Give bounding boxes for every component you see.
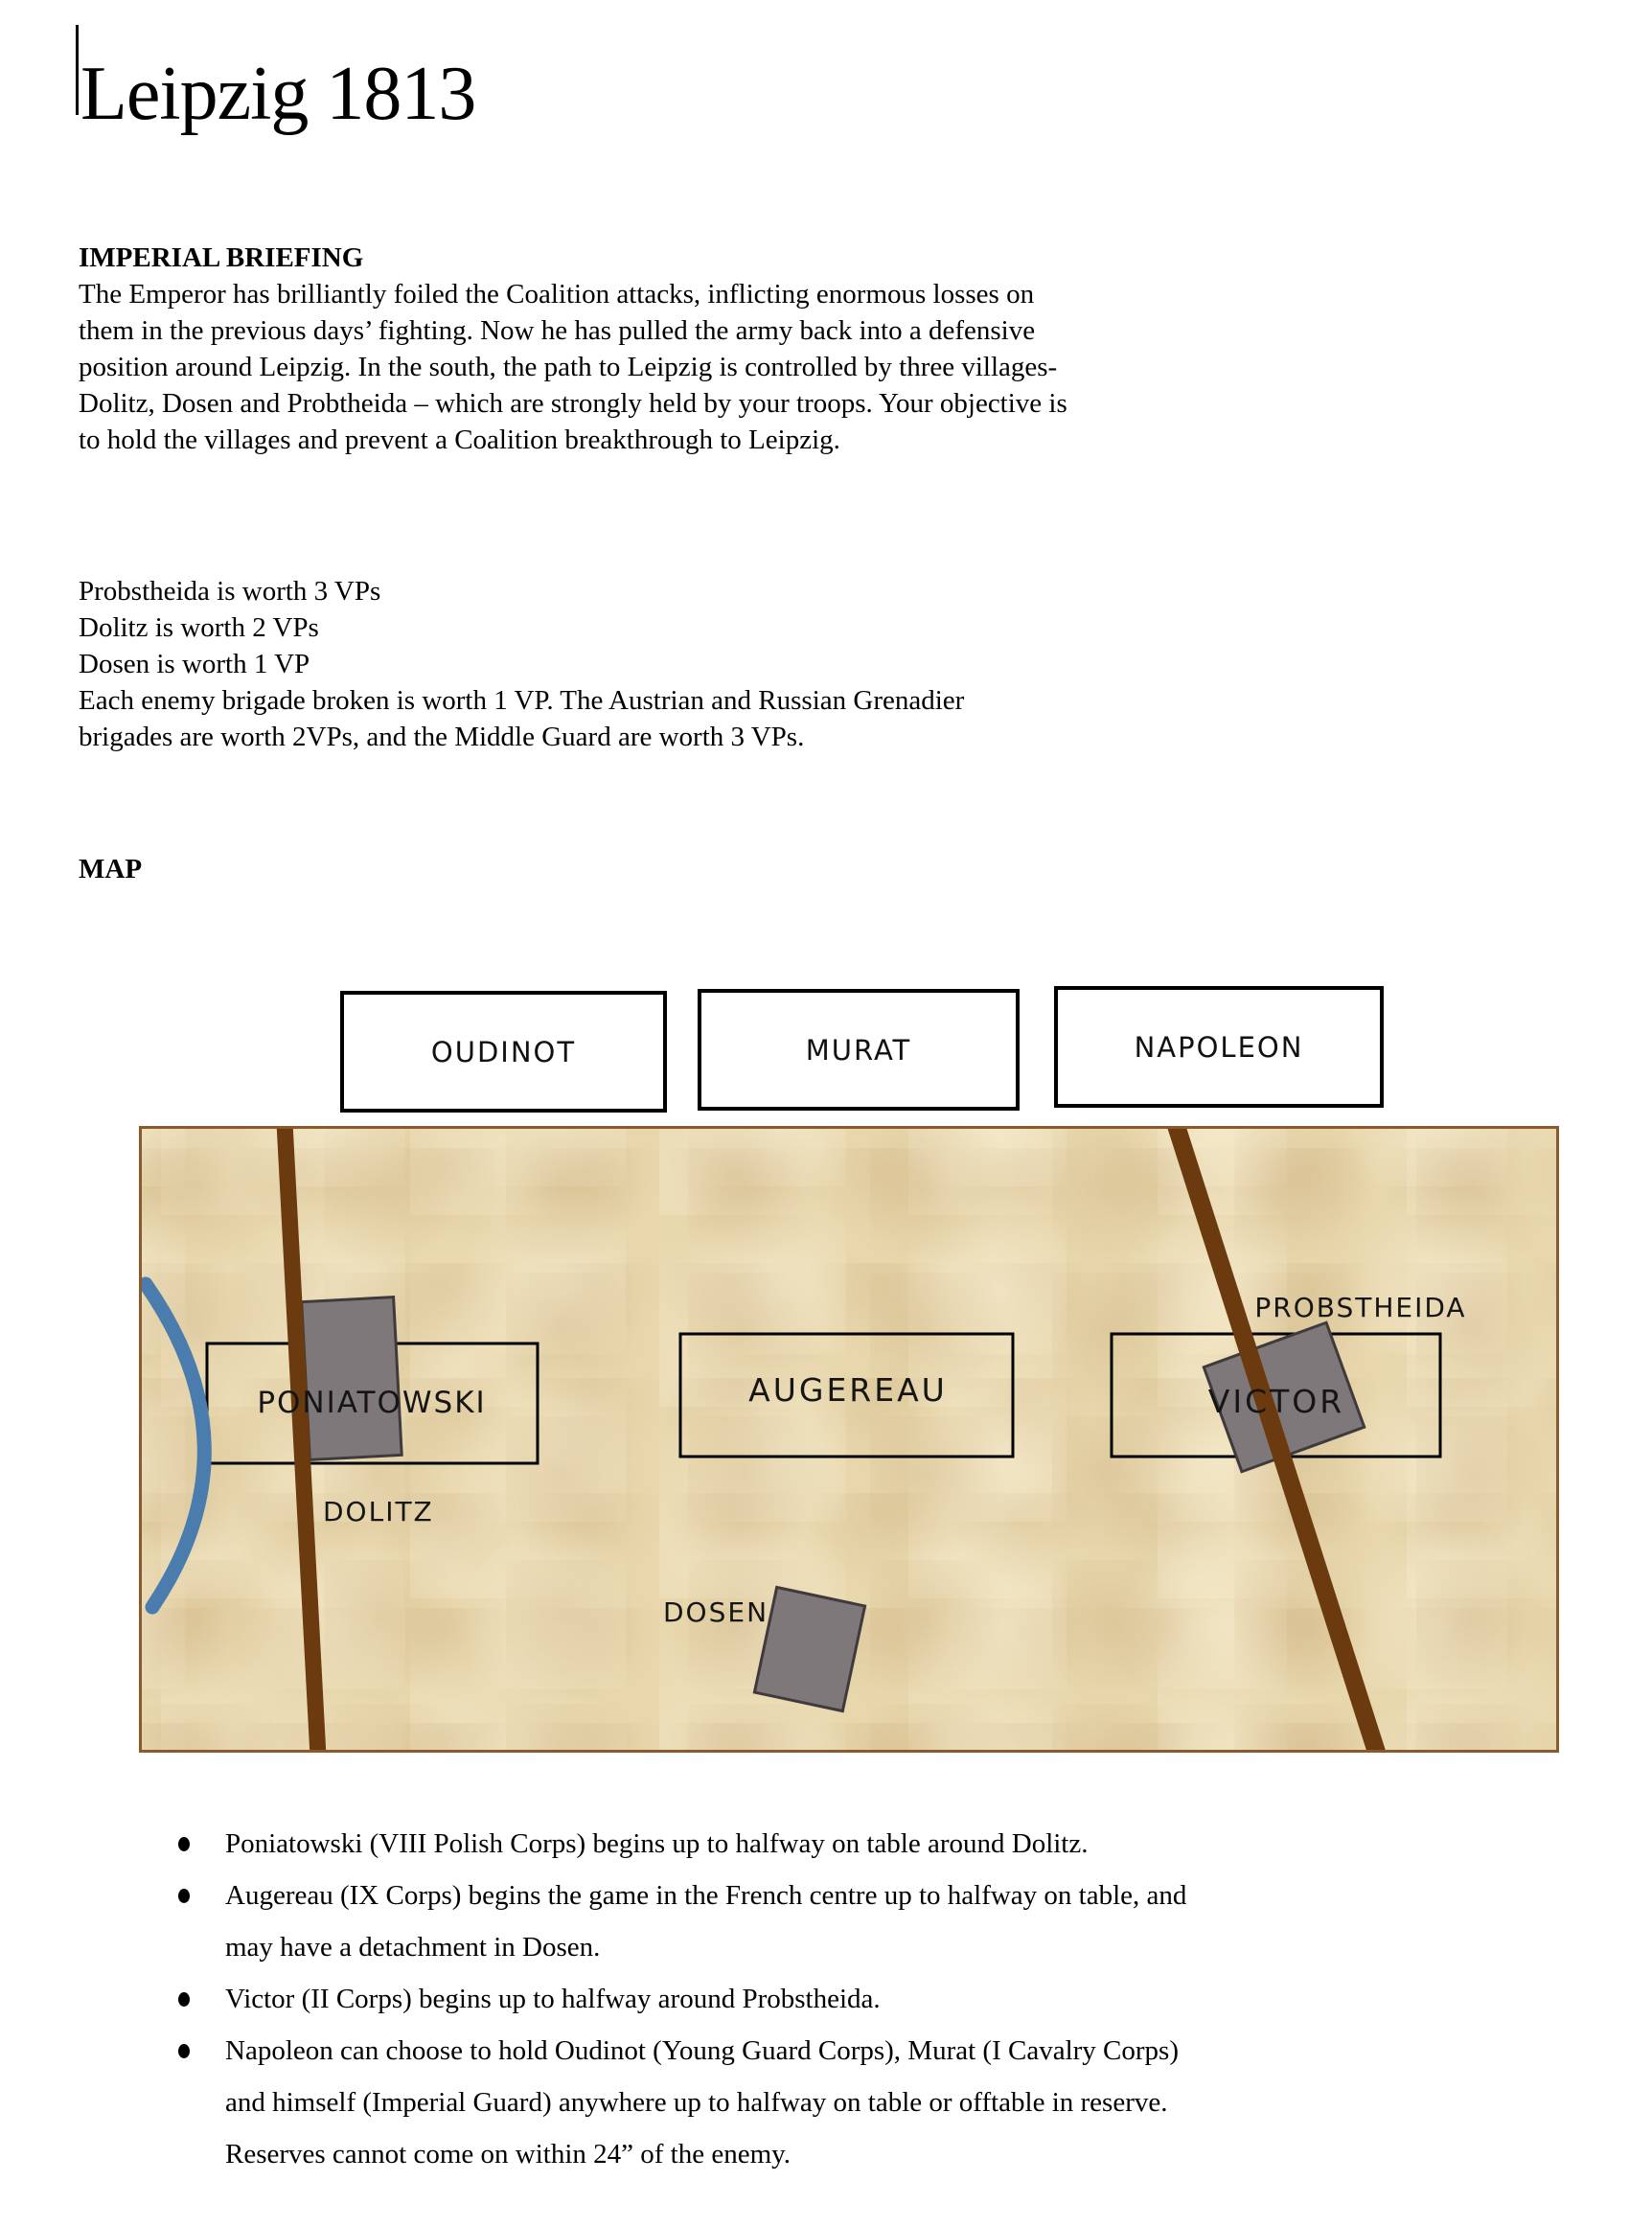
bullet-marker (178, 1992, 190, 2007)
reserve-box-label: OUDINOT (430, 1035, 577, 1068)
briefing-line: to hold the villages and prevent a Coalition breakthrough to Leipzig. (79, 425, 840, 455)
village-dolitz (302, 1297, 402, 1460)
reserve-box-label: MURAT (805, 1033, 912, 1067)
corps-label-victor: VICTOR (1207, 1383, 1345, 1420)
bullet-marker (178, 2044, 190, 2058)
list-item (225, 1818, 1186, 1870)
village-dosen (754, 1587, 864, 1710)
road-right (1175, 1129, 1378, 1750)
deployment-list (225, 1818, 1186, 2180)
bullet-marker (178, 1889, 190, 1903)
bullet-line: may have a detachment in Dosen. (225, 1932, 601, 1963)
village-label-dolitz: DOLITZ (323, 1496, 434, 1527)
bullet-line: Poniatowski (VIII Polish Corps) begins up to halfway on table around Dolitz. (225, 1828, 1089, 1859)
vp-line: brigades are worth 2VPs, and the Middle Guard are worth 3 VPs. (79, 722, 805, 752)
list-item (225, 1870, 1186, 1973)
bullet-line: Reserves cannot come on within 24” of the enemy. (225, 2139, 792, 2170)
battle-map (139, 1126, 1559, 1753)
corps-label-poniatowski: PONIATOWSKI (257, 1386, 487, 1420)
river-arc (146, 1284, 204, 1607)
bullet-line: and himself (Imperial Guard) anywhere up to halfway on table or offtable in reserve. (225, 2087, 1168, 2118)
reserve-box-napoleon (1054, 986, 1384, 1108)
briefing-line: The Emperor has brilliantly foiled the Coalition attacks, inflicting enormous losses on (79, 279, 1035, 310)
victory-points (79, 573, 964, 755)
briefing-heading: IMPERIAL BRIEFING (79, 242, 364, 273)
page-title: Leipzig 1813 (80, 52, 476, 136)
corps-label-augereau: AUGEREAU (748, 1371, 948, 1409)
reserve-box-murat (698, 989, 1020, 1111)
list-item (225, 2025, 1186, 2180)
vp-line: Each enemy brigade broken is worth 1 VP. The Austrian and Russian Grenadier (79, 685, 965, 716)
briefing-line: position around Leipzig. In the south, the path to Leipzig is controlled by three villages- (79, 352, 1058, 382)
briefing-line: them in the previous days’ fighting. Now he has pulled the army back into a defensive (79, 315, 1036, 346)
list-item (225, 1973, 1186, 2025)
village-label-probstheida: PROBSTHEIDA (1254, 1292, 1467, 1323)
vp-line: Probstheida is worth 3 VPs (79, 576, 381, 607)
battle-map-graphics (142, 1129, 1556, 1750)
bullet-line: Victor (II Corps) begins up to halfway around Probstheida. (225, 1984, 881, 2014)
bullet-marker (178, 1837, 190, 1851)
reserve-box-oudinot (340, 991, 667, 1113)
village-label-dosen: DOSEN (663, 1596, 769, 1628)
briefing-paragraph (79, 276, 1067, 458)
bullet-line: Augereau (IX Corps) begins the game in the French centre up to halfway on table, and (225, 1880, 1187, 1911)
vp-line: Dolitz is worth 2 VPs (79, 612, 319, 643)
reserve-box-label: NAPOLEON (1134, 1030, 1304, 1064)
briefing-line: Dolitz, Dosen and Probtheida – which are strongly held by your troops. Your objective is (79, 388, 1067, 419)
map-heading: MAP (79, 854, 143, 884)
text-cursor (76, 25, 79, 115)
vp-line: Dosen is worth 1 VP (79, 649, 310, 679)
bullet-line: Napoleon can choose to hold Oudinot (Young Guard Corps), Murat (I Cavalry Corps) (225, 2035, 1179, 2066)
